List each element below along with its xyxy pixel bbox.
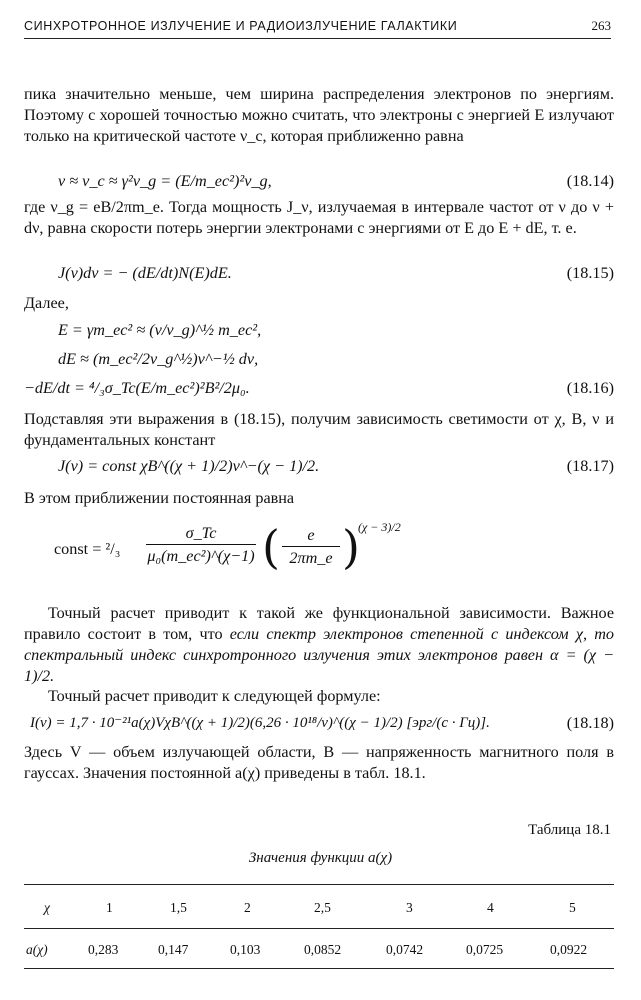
table-cell: 0,147 — [158, 942, 189, 957]
equation-energy — [24, 319, 614, 341]
right-parenthesis: ) — [342, 520, 360, 574]
table-bottom-rule — [24, 968, 614, 969]
const-fraction-1-numerator: σ_Tc — [185, 524, 217, 542]
paragraph-6: Точный расчет приводит к следующей формуле: — [48, 687, 381, 705]
equation-18-14-number: (18.14) — [566, 172, 614, 190]
equation-const — [54, 520, 401, 580]
equation-de — [24, 348, 614, 370]
table-cell: 0,0922 — [550, 942, 588, 957]
table-header-cell: 2,5 — [314, 900, 331, 915]
equation-18-14-formula: ν ≈ ν_c ≈ γ²ν_g = (E/m_ec²)²ν_g, — [58, 172, 272, 190]
table-header-cell: 1,5 — [170, 900, 187, 915]
table-top-rule — [24, 884, 614, 885]
paragraph-4: В этом приближении постоянная равна — [24, 489, 295, 507]
equation-18-15-formula: J(ν)dν = − (dE/dt)N(E)dE. — [58, 264, 232, 282]
const-exponent: (χ − 3)/2 — [358, 520, 401, 534]
paragraph-1: пика значительно меньше, чем ширина распределения электронов по энергиям. Поэтому с хорошей точностью можно считать, что электроны с энергией E излучают только на критической частоте ν_c, которая приближенно равна — [24, 85, 614, 145]
equation-18-16-number: (18.16) — [566, 379, 614, 397]
const-fraction-2-denominator: 2πm_e — [282, 546, 340, 568]
table-header-cell: 5 — [569, 900, 576, 915]
equation-18-16-formula: −dE/dt = ⁴/₃σ_Tc(E/m_ec²)²B²/2μ₀. — [24, 379, 250, 397]
equation-18-15-number: (18.15) — [566, 264, 614, 282]
table-title-function: a(χ) — [368, 850, 393, 866]
paragraph-3: Подставляя эти выражения в (18.15), получим зависимость светимости от χ, B, ν и фундаментальных констант — [24, 410, 614, 449]
const-fraction-1-denominator: μ₀(m_ec²)^(χ−1) — [146, 544, 256, 566]
table-header-row — [24, 900, 614, 920]
const-fraction-1 — [146, 524, 256, 566]
table-row-label: a(χ) — [26, 942, 48, 957]
table-title-text: Значения функции — [248, 850, 365, 866]
table-header-cell: 1 — [106, 900, 113, 915]
table-cell: 0,283 — [88, 942, 119, 957]
table-mid-rule — [24, 928, 614, 929]
paragraph-2: где ν_g = eB/2πm_e. Тогда мощность J_ν, излучаемая в интервале частот от ν до ν + dν, равна скорости потерь энергии электронами с энергиями от E до E + dE, т. е. — [24, 198, 614, 237]
further-label: Далее, — [24, 294, 69, 312]
equation-18-14 — [24, 170, 614, 192]
table-data-row — [24, 942, 614, 962]
equation-18-17-number: (18.17) — [566, 457, 614, 475]
const-fraction-2 — [282, 526, 340, 568]
equation-18-17-formula: J(ν) = const χB^((χ + 1)/2)ν^−(χ − 1)/2. — [58, 457, 320, 475]
table-header-cell: 4 — [487, 900, 494, 915]
table-header-cell: 3 — [406, 900, 413, 915]
const-lhs: const = ²/₃ — [54, 540, 121, 558]
table-title — [0, 850, 641, 867]
equation-energy-formula: E = γm_ec² ≈ (ν/ν_g)^½ m_ec², — [58, 321, 262, 339]
table-cell: 0,0742 — [386, 942, 424, 957]
paragraph-5-lead: Точный расчет приводит к такой же функциональной зависимости. Важное правило состоит в том, что — [24, 604, 614, 643]
paragraph-5 — [24, 603, 614, 687]
table-header-cell: 2 — [244, 900, 251, 915]
page-number: 263 — [591, 18, 611, 33]
running-head-title: СИНХРОТРОННОЕ ИЗЛУЧЕНИЕ И РАДИОИЗЛУЧЕНИЕ ГАЛАКТИКИ — [24, 19, 458, 33]
paragraph-5-rule: если спектр электронов степенной с индексом χ, то спектральный индекс синхротронного излучения этих электронов равен α = (χ − 1)/2. — [24, 625, 614, 685]
table-header-label: χ — [44, 900, 50, 915]
equation-de-formula: dE ≈ (m_ec²/2ν_g^½)ν^−½ dν, — [58, 350, 259, 368]
equation-18-18 — [24, 712, 614, 734]
equation-18-15 — [24, 262, 614, 284]
table-cell: 0,103 — [230, 942, 261, 957]
equation-18-18-formula: I(ν) = 1,7 · 10⁻²¹a(χ)VχB^((χ + 1)/2)(6,26 · 10¹⁸/ν)^((χ − 1)/2) [эрг/(с · Гц)]. — [30, 715, 490, 731]
paragraph-7: Здесь V — объем излучающей области, B — напряженность магнитного поля в гауссах. Значения постоянной a(χ) приведены в табл. 18.1. — [24, 743, 614, 782]
equation-18-17 — [24, 455, 614, 477]
equation-18-18-number: (18.18) — [566, 714, 614, 732]
const-fraction-2-numerator: e — [307, 526, 315, 544]
table-cell: 0,0725 — [466, 942, 504, 957]
table-cell: 0,0852 — [304, 942, 342, 957]
table-number: Таблица 18.1 — [528, 822, 611, 838]
equation-18-16 — [24, 377, 614, 399]
running-head — [24, 18, 611, 39]
left-parenthesis: ( — [262, 520, 280, 574]
